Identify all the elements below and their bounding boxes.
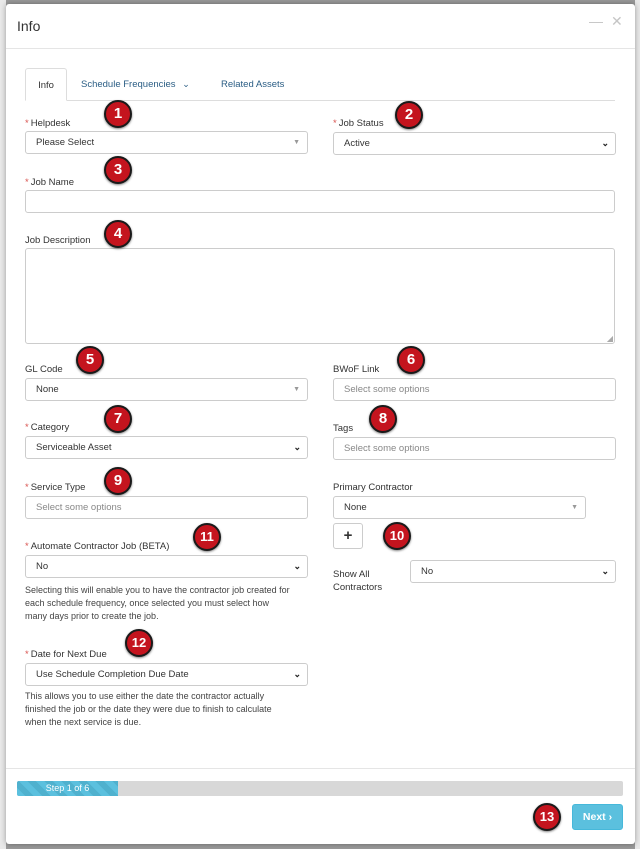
caret-down-icon: ▼ xyxy=(293,139,300,146)
job-status-select[interactable] xyxy=(333,132,616,155)
annotation-marker-5: 5 xyxy=(76,346,104,374)
category-value: Serviceable Asset xyxy=(36,442,112,453)
job-name-input[interactable] xyxy=(25,190,615,213)
helpdesk-select[interactable] xyxy=(25,131,308,154)
chevron-down-icon: ⌄ xyxy=(182,79,190,89)
gl-code-label: GL Code xyxy=(25,364,63,375)
annotation-marker-13: 13 xyxy=(533,803,561,831)
caret-down-icon: ▼ xyxy=(293,386,300,393)
automate-contractor-job-select[interactable] xyxy=(25,555,308,578)
annotation-marker-11: 11 xyxy=(193,523,221,551)
annotation-marker-4: 4 xyxy=(104,220,132,248)
info-dialog xyxy=(6,4,635,844)
tags-multiselect[interactable]: Select some options xyxy=(333,437,616,460)
show-all-contractors-select[interactable] xyxy=(410,560,616,583)
tab-related-assets-label: Related Assets xyxy=(221,79,285,90)
category-label: * Category xyxy=(25,422,70,433)
annotation-marker-12: 12 xyxy=(125,629,153,657)
automate-contractor-job-value: No xyxy=(36,561,49,572)
automate-contractor-job-label: * Automate Contractor Job (BETA) xyxy=(25,541,170,552)
annotation-marker-2: 2 xyxy=(395,101,423,129)
chevron-down-icon: ⌄ xyxy=(293,442,301,452)
chevron-down-icon: ⌄ xyxy=(293,669,301,679)
annotation-marker-9: 9 xyxy=(104,467,132,495)
annotation-marker-7: 7 xyxy=(104,405,132,433)
tab-info[interactable] xyxy=(25,68,67,101)
primary-contractor-value: None xyxy=(344,502,367,513)
job-status-label: * Job Status xyxy=(333,118,384,129)
chevron-down-icon: ⌄ xyxy=(601,566,609,576)
dialog-header xyxy=(6,4,635,49)
tab-info-label: Info xyxy=(38,80,54,91)
bwof-link-multiselect[interactable]: Select some options xyxy=(333,378,616,401)
caret-down-icon: ▼ xyxy=(571,504,578,511)
tags-label: Tags xyxy=(333,423,354,434)
chevron-down-icon: ⌄ xyxy=(293,561,301,571)
tab-bar xyxy=(25,68,615,101)
job-description-label: Job Description xyxy=(25,235,91,246)
job-description-textarea[interactable] xyxy=(25,248,615,344)
minimize-icon[interactable]: — xyxy=(589,13,603,29)
tab-schedule-frequencies[interactable] xyxy=(81,68,190,101)
show-all-contractors-value: No xyxy=(421,566,434,577)
service-type-multiselect[interactable]: Select some options xyxy=(25,496,308,519)
annotation-marker-1: 1 xyxy=(104,100,132,128)
primary-contractor-select[interactable] xyxy=(333,496,586,519)
job-status-value: Active xyxy=(344,138,370,149)
add-contractor-button[interactable]: + xyxy=(333,523,363,549)
background-page-right xyxy=(635,0,640,849)
job-name-label: * Job Name xyxy=(25,177,75,188)
tab-related-assets[interactable] xyxy=(221,68,284,101)
chevron-down-icon: ⌄ xyxy=(601,138,609,148)
date-for-next-due-select[interactable] xyxy=(25,663,308,686)
date-for-next-due-value: Use Schedule Completion Due Date xyxy=(36,669,189,680)
next-button[interactable]: Next › xyxy=(572,804,623,830)
gl-code-value: None xyxy=(36,384,59,395)
category-select[interactable] xyxy=(25,436,308,459)
step-progress-fill: Step 1 of 6 xyxy=(17,781,118,796)
annotation-marker-10: 10 xyxy=(383,522,411,550)
gl-code-select[interactable] xyxy=(25,378,308,401)
helpdesk-value: Please Select xyxy=(36,137,95,148)
date-for-next-due-label: * Date for Next Due xyxy=(25,649,107,660)
step-progress-bar xyxy=(17,781,623,796)
dialog-title: Info xyxy=(17,18,41,34)
helpdesk-label: * Helpdesk xyxy=(25,118,71,129)
service-type-label: * Service Type xyxy=(25,482,86,493)
primary-contractor-label: Primary Contractor xyxy=(333,482,413,493)
annotation-marker-6: 6 xyxy=(397,346,425,374)
tab-schedule-frequencies-label: Schedule Frequencies xyxy=(81,79,176,90)
resize-grip-icon[interactable]: ◢ xyxy=(606,334,613,343)
automate-contractor-job-help: Selecting this will enable you to have the contractor job created for each schedule frequency, once selected you must select how many days prior to create the job. xyxy=(25,585,290,621)
annotation-marker-8: 8 xyxy=(369,405,397,433)
annotation-marker-3: 3 xyxy=(104,156,132,184)
footer-divider xyxy=(6,768,635,769)
show-all-contractors-label: Show All Contractors xyxy=(333,569,383,593)
close-icon[interactable]: ✕ xyxy=(611,13,623,29)
date-for-next-due-help: This allows you to use either the date the contractor actually finished the job or the date they were due to finish to calculate when the next service is due. xyxy=(25,691,272,727)
bwof-link-label: BWoF Link xyxy=(333,364,380,375)
